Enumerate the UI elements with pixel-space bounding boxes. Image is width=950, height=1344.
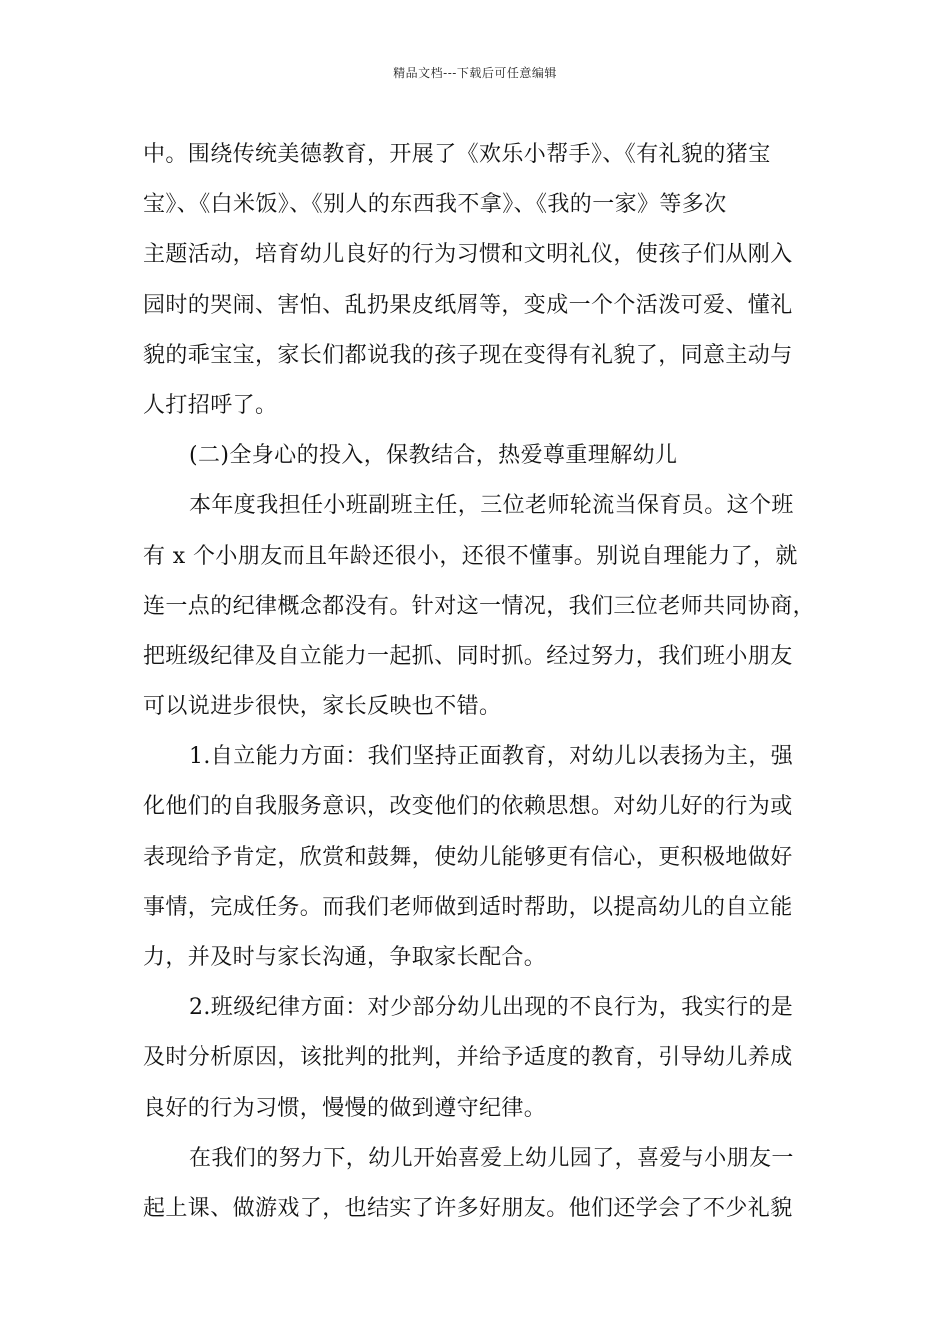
page-header: 精品文档---下载后可任意编辑	[393, 66, 557, 80]
text-line: 1.自立能力方面：我们坚持正面教育，对幼儿以表扬为主，强	[189, 744, 794, 770]
text-line: 力，并及时与家长沟通，争取家长配合。	[143, 945, 547, 970]
text-line: 中。围绕传统美德教育，开展了《欢乐小帮手》、《有礼貌的猪宝	[143, 142, 771, 167]
text-line: 有 x 个小朋友而且年龄还很小，还很不懂事。别说自理能力了，就	[143, 543, 798, 569]
text-line: 连一点的纪律概念都没有。针对这一情况，我们三位老师共同协商，	[143, 593, 816, 619]
text-line: 把班级纪律及自立能力一起抓、同时抓。经过努力，我们班小朋友	[143, 643, 793, 669]
text-line: 园时的哭闹、害怕、乱扔果皮纸屑等，变成一个个活泼可爱、懂礼	[143, 292, 793, 318]
text-line: 表现给予肯定，欣赏和鼓舞，使幼儿能够更有信心，更积极地做好	[143, 844, 793, 870]
document-body	[143, 130, 816, 1234]
text-line: 貌的乖宝宝，家长们都说我的孩子现在变得有礼貌了，同意主动与	[143, 342, 793, 368]
text-line: 起上课、做游戏了，也结实了许多好朋友。他们还学会了不少礼貌	[143, 1195, 793, 1221]
text-line: 化他们的自我服务意识，改变他们的依赖思想。对幼儿好的行为或	[143, 794, 793, 820]
text-line: 2.班级纪律方面：对少部分幼儿出现的不良行为，我实行的是	[189, 995, 794, 1021]
text-line: 可以说进步很快，家长反映也不错。	[143, 694, 502, 720]
text-line: 事情，完成任务。而我们老师做到适时帮助，以提高幼儿的自立能	[143, 894, 793, 920]
text-line: 良好的行为习惯，慢慢的做到遵守纪律。	[143, 1095, 547, 1121]
text-line: 主题活动，培育幼儿良好的行为习惯和文明礼仪，使孩子们从刚入	[143, 242, 793, 268]
text-line: 本年度我担任小班副班主任，三位老师轮流当保育员。这个班	[189, 493, 794, 519]
text-line: 在我们的努力下，幼儿开始喜爱上幼儿园了，喜爱与小朋友一	[189, 1145, 794, 1171]
text-line: 人打招呼了。	[143, 392, 278, 418]
text-line: (二)全身心的投入，保教结合，热爱尊重理解幼儿	[189, 443, 678, 469]
text-line: 宝》、《白米饭》、《别人的东西我不拿》、《我的一家》等多次	[143, 192, 727, 218]
text-line: 及时分析原因，该批判的批判，并给予适度的教育，引导幼儿养成	[143, 1045, 793, 1071]
